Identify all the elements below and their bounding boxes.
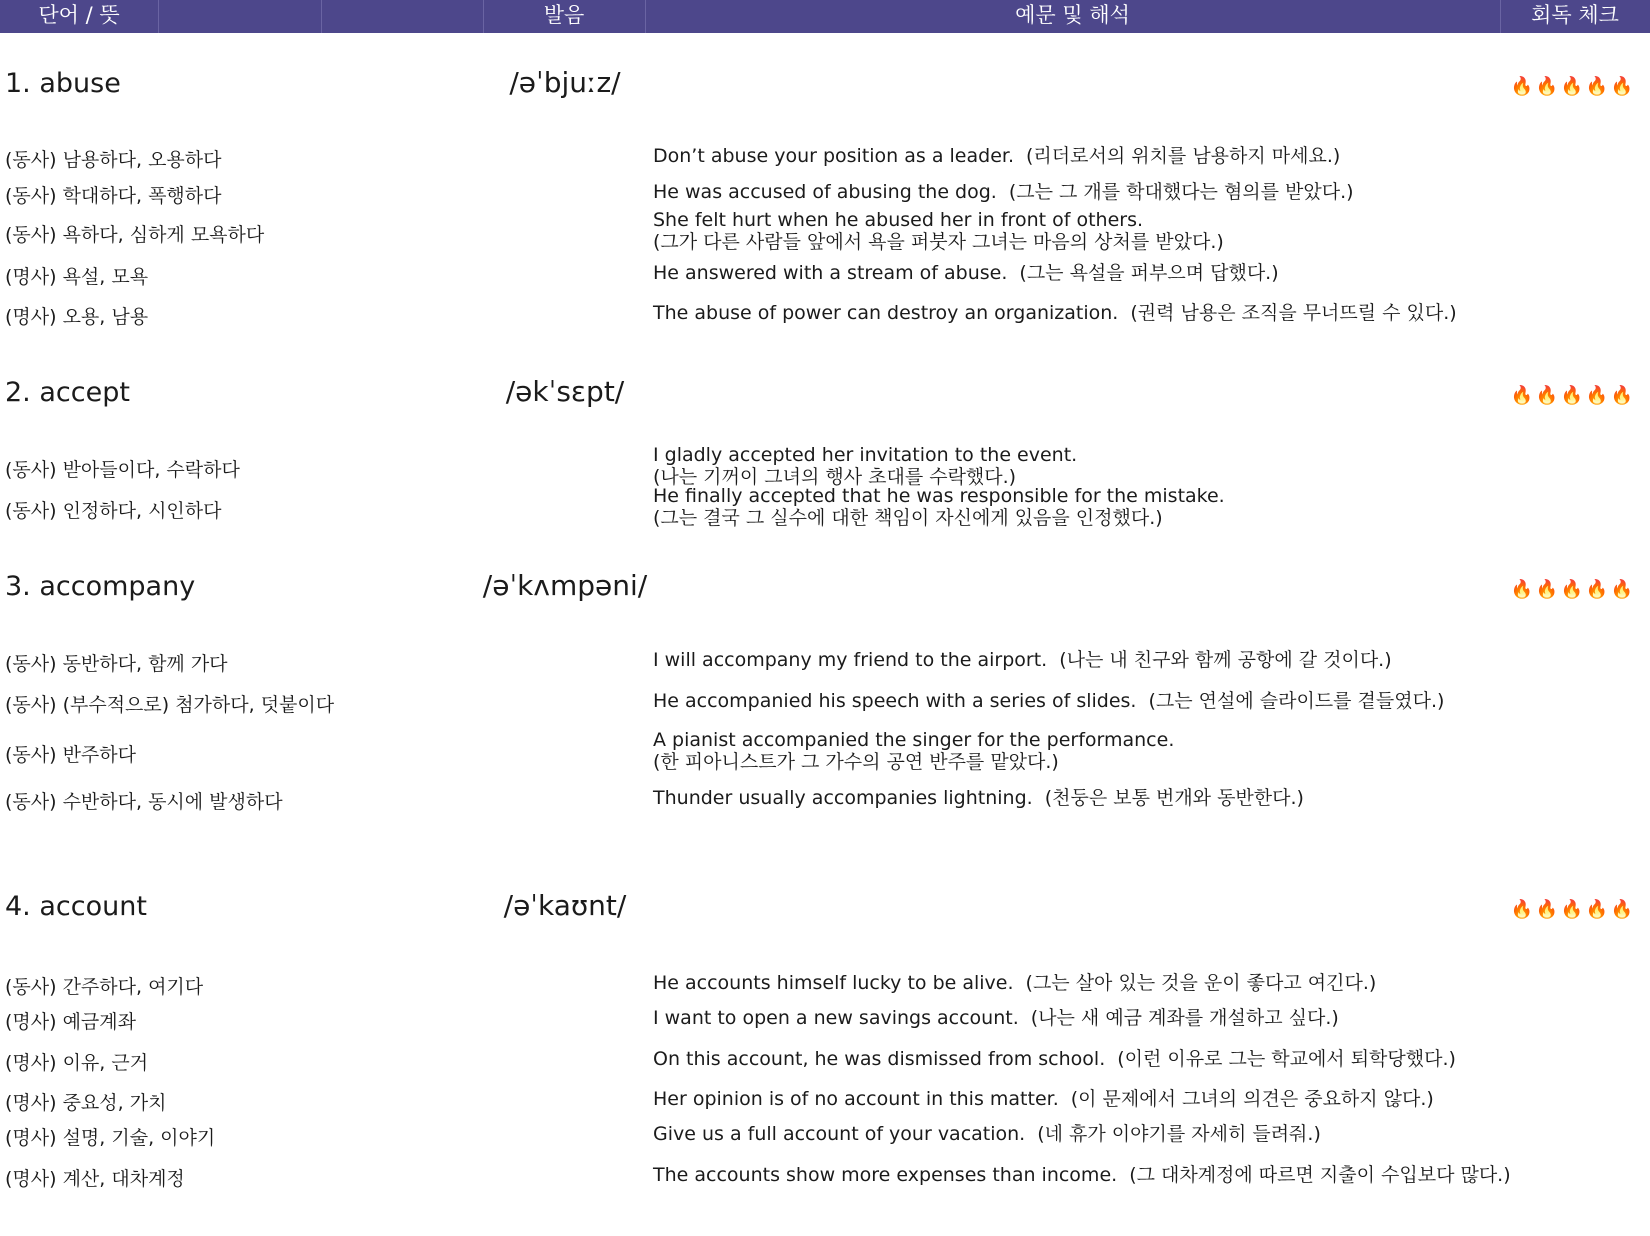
fire-icon[interactable]: 🔥 bbox=[1510, 579, 1535, 600]
fire-icon[interactable]: 🔥 bbox=[1610, 899, 1635, 920]
fire-icon[interactable]: 🔥 bbox=[1535, 385, 1560, 406]
example-korean: (그 대차계정에 따르면 지출이 수입보다 많다.) bbox=[1129, 1164, 1511, 1186]
fire-icon[interactable]: 🔥 bbox=[1510, 385, 1535, 406]
header-word-meaning: 단어 / 뜻 bbox=[38, 3, 120, 27]
fire-icon[interactable]: 🔥 bbox=[1560, 76, 1585, 97]
pronunciation: /əˈkʌmpəni/ bbox=[482, 569, 648, 602]
fire-icon[interactable]: 🔥 bbox=[1585, 385, 1610, 406]
header-divider bbox=[158, 0, 159, 33]
example-korean: (그는 그 개를 학대했다는 혐의를 받았다.) bbox=[1008, 181, 1354, 203]
fire-icon[interactable]: 🔥 bbox=[1610, 76, 1635, 97]
review-check[interactable] bbox=[1510, 899, 1635, 920]
example-korean: (그는 결국 그 실수에 대한 책임이 자신에게 있음을 인정했다.) bbox=[653, 507, 1163, 529]
example-korean: (나는 내 친구와 함께 공항에 갈 것이다.) bbox=[1059, 649, 1392, 671]
sense-meaning: (동사) 동반하다, 함께 가다 bbox=[5, 653, 228, 675]
example-korean: (나는 기꺼이 그녀의 행사 초대를 수락했다.) bbox=[653, 466, 1017, 488]
word-title: 4. account bbox=[5, 891, 147, 922]
example-sentence bbox=[653, 444, 1077, 488]
example-sentence bbox=[653, 262, 1279, 284]
example-sentence bbox=[653, 1048, 1456, 1070]
example-sentence bbox=[653, 1123, 1321, 1145]
sense-meaning: (명사) 오용, 남용 bbox=[5, 306, 149, 328]
fire-icon[interactable]: 🔥 bbox=[1610, 385, 1635, 406]
example-korean: (그는 살아 있는 것을 운이 좋다고 여긴다.) bbox=[1025, 972, 1377, 994]
header-divider bbox=[321, 0, 322, 33]
fire-icon[interactable]: 🔥 bbox=[1560, 579, 1585, 600]
sense-meaning: (명사) 예금계좌 bbox=[5, 1011, 136, 1033]
fire-icon[interactable]: 🔥 bbox=[1510, 899, 1535, 920]
example-sentence bbox=[653, 145, 1340, 167]
fire-icon[interactable]: 🔥 bbox=[1560, 899, 1585, 920]
example-sentence bbox=[653, 729, 1174, 773]
header-example: 예문 및 해석 bbox=[1015, 3, 1130, 27]
sense-meaning: (동사) 인정하다, 시인하다 bbox=[5, 500, 222, 522]
sense-meaning: (동사) 수반하다, 동시에 발생하다 bbox=[5, 791, 283, 813]
example-english: He accounts himself lucky to be alive. bbox=[653, 972, 1014, 994]
sense-meaning: (동사) 욕하다, 심하게 모욕하다 bbox=[5, 224, 265, 246]
sense-meaning: (동사) 학대하다, 폭행하다 bbox=[5, 185, 222, 207]
example-english: He finally accepted that he was responsible for the mistake. bbox=[653, 485, 1225, 507]
example-korean: (리더로서의 위치를 남용하지 마세요.) bbox=[1026, 145, 1341, 167]
example-korean: (이 문제에서 그녀의 의견은 중요하지 않다.) bbox=[1070, 1088, 1434, 1110]
word-title: 3. accompany bbox=[5, 571, 196, 602]
example-english: He accompanied his speech with a series of slides. bbox=[653, 690, 1137, 712]
example-english: The abuse of power can destroy an organization. bbox=[653, 302, 1119, 324]
example-english: A pianist accompanied the singer for the performance. bbox=[653, 729, 1175, 751]
sense-meaning: (명사) 설명, 기술, 이야기 bbox=[5, 1127, 216, 1149]
example-sentence bbox=[653, 485, 1225, 529]
pronunciation: /əˈbjuːz/ bbox=[509, 66, 621, 99]
sense-meaning: (명사) 계산, 대차계정 bbox=[5, 1168, 185, 1190]
sense-meaning: (동사) 남용하다, 오용하다 bbox=[5, 149, 222, 171]
sense-meaning: (명사) 이유, 근거 bbox=[5, 1052, 149, 1074]
example-korean: (그는 욕설을 퍼부으며 답했다.) bbox=[1019, 262, 1279, 284]
header-divider bbox=[483, 0, 484, 33]
example-english: He answered with a stream of abuse. bbox=[653, 262, 1008, 284]
sense-meaning: (동사) (부수적으로) 첨가하다, 덧붙이다 bbox=[5, 694, 335, 716]
fire-icon[interactable]: 🔥 bbox=[1510, 76, 1535, 97]
example-english: Don’t abuse your position as a leader. bbox=[653, 145, 1014, 167]
review-check[interactable] bbox=[1510, 76, 1635, 97]
example-english: Her opinion is of no account in this matter. bbox=[653, 1088, 1059, 1110]
example-sentence bbox=[653, 181, 1354, 203]
pronunciation: /əkˈsɛpt/ bbox=[505, 375, 625, 408]
example-korean: (권력 남용은 조직을 무너뜨릴 수 있다.) bbox=[1130, 302, 1457, 324]
table-header bbox=[0, 0, 1650, 33]
example-sentence bbox=[653, 972, 1376, 994]
example-english: I will accompany my friend to the airport. bbox=[653, 649, 1048, 671]
sense-meaning: (명사) 중요성, 가치 bbox=[5, 1092, 167, 1114]
example-korean: (그는 연설에 슬라이드를 곁들였다.) bbox=[1148, 690, 1445, 712]
example-sentence bbox=[653, 1164, 1511, 1186]
fire-icon[interactable]: 🔥 bbox=[1535, 579, 1560, 600]
fire-icon[interactable]: 🔥 bbox=[1535, 899, 1560, 920]
sense-meaning: (동사) 반주하다 bbox=[5, 744, 136, 766]
review-check[interactable] bbox=[1510, 579, 1635, 600]
example-sentence bbox=[653, 649, 1392, 671]
example-sentence bbox=[653, 690, 1444, 712]
example-english: I want to open a new savings account. bbox=[653, 1007, 1019, 1029]
example-english: The accounts show more expenses than income. bbox=[653, 1164, 1118, 1186]
example-english: Give us a full account of your vacation. bbox=[653, 1123, 1026, 1145]
example-sentence bbox=[653, 787, 1304, 809]
example-korean: (나는 새 예금 계좌를 개설하고 싶다.) bbox=[1030, 1007, 1339, 1029]
fire-icon[interactable]: 🔥 bbox=[1610, 579, 1635, 600]
example-english: Thunder usually accompanies lightning. bbox=[653, 787, 1033, 809]
example-english: She felt hurt when he abused her in front of others. bbox=[653, 209, 1144, 231]
example-korean: (이런 이유로 그는 학교에서 퇴학당했다.) bbox=[1117, 1048, 1456, 1070]
example-sentence bbox=[653, 1007, 1339, 1029]
fire-icon[interactable]: 🔥 bbox=[1535, 76, 1560, 97]
example-sentence bbox=[653, 209, 1224, 253]
word-title: 1. abuse bbox=[5, 68, 121, 99]
fire-icon[interactable]: 🔥 bbox=[1560, 385, 1585, 406]
sense-meaning: (동사) 간주하다, 여기다 bbox=[5, 976, 204, 998]
example-sentence bbox=[653, 1088, 1434, 1110]
pronunciation: /əˈkaʊnt/ bbox=[503, 889, 627, 922]
example-korean: (한 피아니스트가 그 가수의 공연 반주를 맡았다.) bbox=[653, 751, 1059, 773]
header-review-check: 회독 체크 bbox=[1531, 3, 1619, 27]
fire-icon[interactable]: 🔥 bbox=[1585, 899, 1610, 920]
header-pronunciation: 발음 bbox=[543, 3, 585, 27]
example-sentence bbox=[653, 302, 1457, 324]
example-english: On this account, he was dismissed from school. bbox=[653, 1048, 1106, 1070]
example-english: He was accused of abusing the dog. bbox=[653, 181, 997, 203]
fire-icon[interactable]: 🔥 bbox=[1585, 579, 1610, 600]
example-korean: (네 휴가 이야기를 자세히 들려줘.) bbox=[1037, 1123, 1321, 1145]
sense-meaning: (명사) 욕설, 모욕 bbox=[5, 266, 149, 288]
example-korean: (천둥은 보통 번개와 동반한다.) bbox=[1044, 787, 1304, 809]
sense-meaning: (동사) 받아들이다, 수락하다 bbox=[5, 459, 240, 481]
example-english: I gladly accepted her invitation to the event. bbox=[653, 444, 1078, 466]
word-title: 2. accept bbox=[5, 377, 130, 408]
review-check[interactable] bbox=[1510, 385, 1635, 406]
example-korean: (그가 다른 사람들 앞에서 욕을 퍼붓자 그녀는 마음의 상처를 받았다.) bbox=[653, 231, 1224, 253]
fire-icon[interactable]: 🔥 bbox=[1585, 76, 1610, 97]
